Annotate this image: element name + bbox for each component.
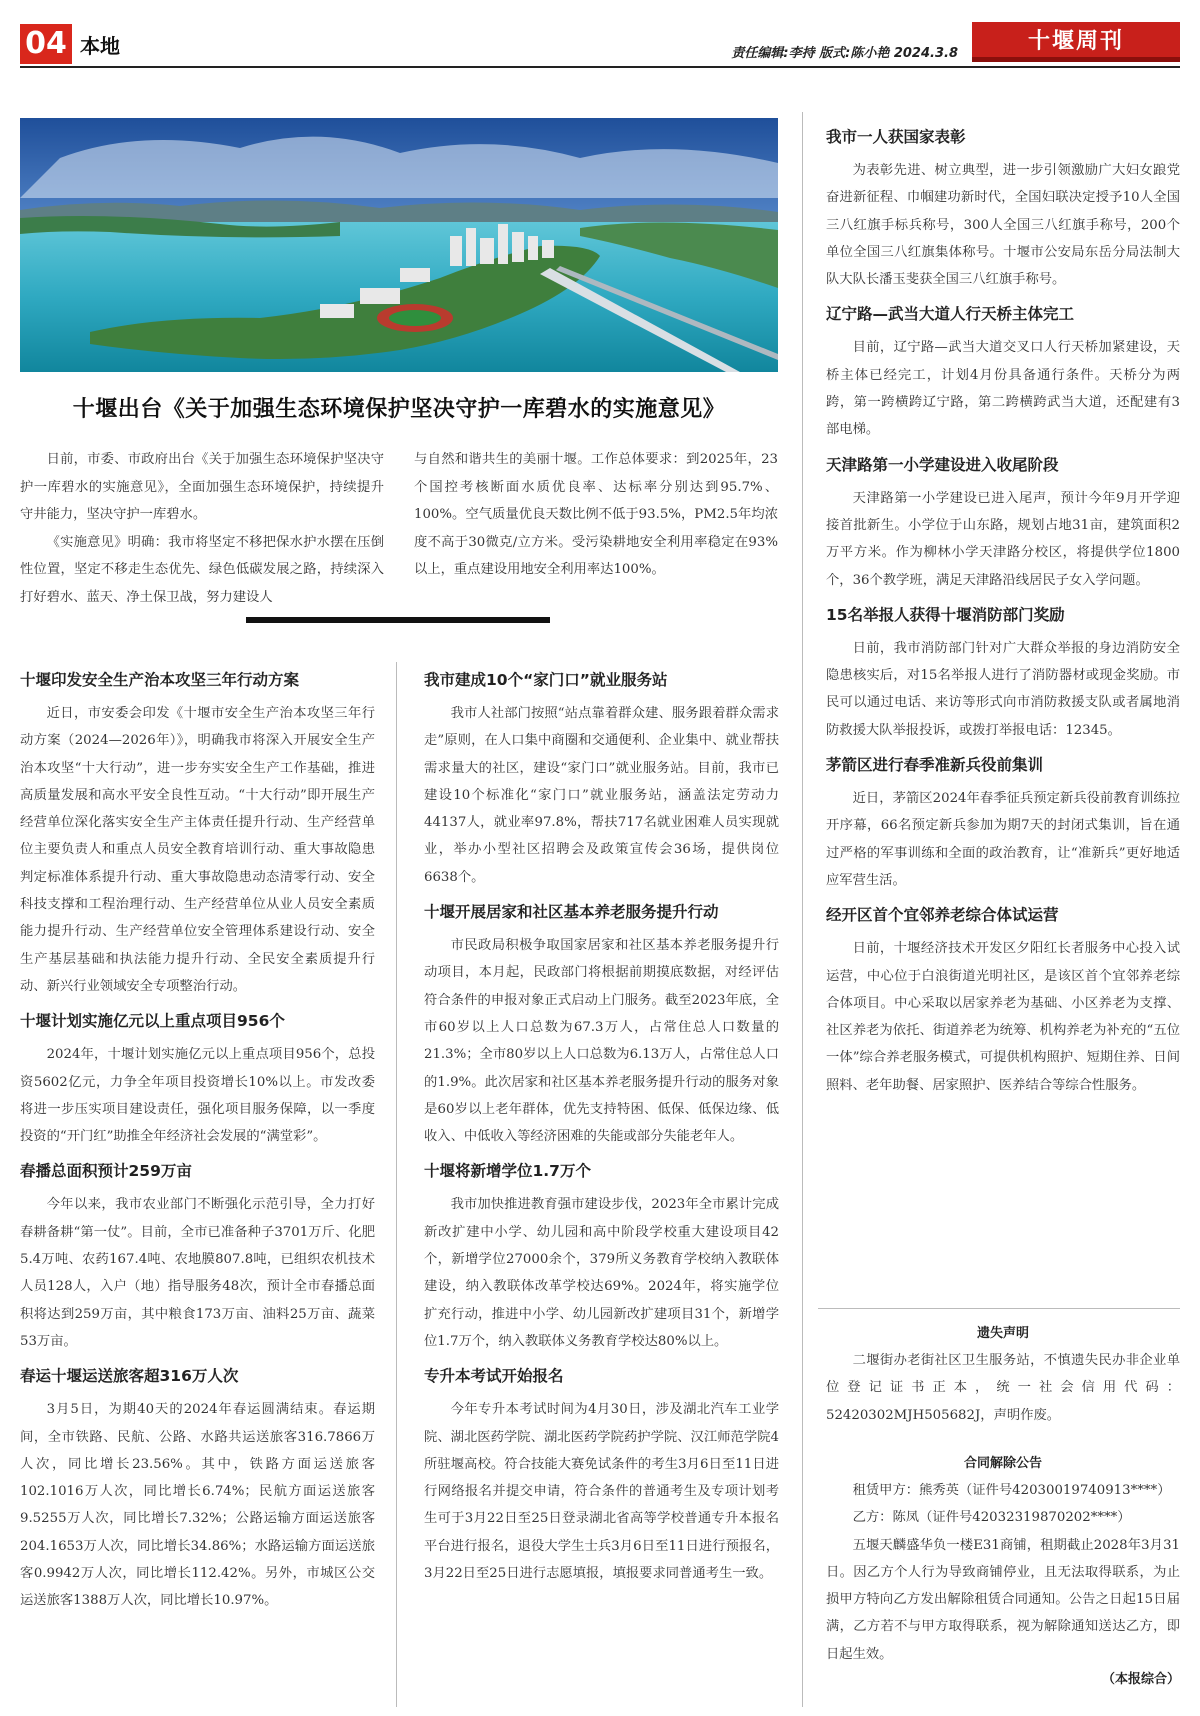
news-item bbox=[424, 669, 779, 891]
news-item bbox=[826, 904, 1180, 1099]
news-item bbox=[424, 1160, 779, 1355]
news-body: 日前，十堰经济技术开发区夕阳红长者服务中心投入试运营，中心位于白浪街道光明社区，是该区首个宜邻养老综合体项目。中心采取以居家养老为基础、小区养老为支撑、社区养老为依托、街道养老为统筹、机构养老为补充的“五位一体”综合养老服务模式，可提供机构照护、短期住养、日间照料、老年助餐、居家照护、医养结合等综合性服务。 bbox=[826, 941, 1180, 1093]
page-header bbox=[20, 20, 1180, 68]
news-body: 我市人社部门按照“站点靠着群众建、服务跟着群众需求走”原则，在人口集中商圈和交通便利、企业集中、就业帮扶需求量大的社区，建设“家门口”就业服务站。目前，我市已建设10个标准化“家门口”就业服务站，涵盖法定劳动力44137人，就业率97.8%，帮扶717名就业困难人员实现就业，举办小型社区招聘会及政策宣传会36场，提供岗位6638个。 bbox=[424, 706, 779, 885]
news-headline: 15名举报人获得十堰消防部门奖励 bbox=[826, 605, 1065, 624]
lead-paragraph: 日前，市委、市政府出台《关于加强生态环境保护坚决守护一库碧水的实施意见》，全面加强生态环境保护，持续提升守井能力，坚决守护一库碧水。 bbox=[20, 452, 384, 522]
news-headline: 十堰计划实施亿元以上重点项目956个 bbox=[20, 1012, 285, 1031]
news-item bbox=[424, 901, 779, 1150]
news-headline: 我市一人获国家表彰 bbox=[826, 128, 966, 146]
news-headline: 我市建成10个“家门口”就业服务站 bbox=[424, 671, 668, 689]
news-headline: 春播总面积预计259万亩 bbox=[20, 1162, 192, 1181]
news-headline: 辽宁路—武当大道人行天桥主体完工 bbox=[826, 305, 1075, 324]
news-item bbox=[20, 669, 375, 1000]
news-body: 日前，我市消防部门针对广大群众举报的身边消防安全隐患核实后，对15名举报人进行了消防器材或现金奖励。市民可以通过电话、来访等形式向市消防救援支队或者属地消防救援大队举报投诉，或拨打举报电话：12345。 bbox=[826, 640, 1180, 738]
news-body: 天津路第一小学建设已进入尾声，预计今年9月开学迎接首批新生。小学位于山东路，规划占地31亩，建筑面积2万平方米。作为柳林小学天津路分校区，将提供学位1800个，36个教学班，满足天津路沿线居民子女入学问题。 bbox=[826, 490, 1180, 588]
column-divider-middle bbox=[396, 662, 397, 1707]
news-headline: 专升本考试开始报名 bbox=[424, 1367, 564, 1386]
news-item bbox=[826, 126, 1180, 293]
news-item bbox=[826, 303, 1180, 443]
news-body: 为表彰先进、树立典型，进一步引领激励广大妇女踉党奋进新征程、巾帼建功新时代，全国妇联决定授予10人全国三八红旗手标兵称号，300人全国三八红旗手称号，200个单位全国三八红旗集体称号。十堰市公安局东岳分局法制大队大队长潘玉斐获全国三八红旗手称号。 bbox=[826, 163, 1180, 288]
left-column bbox=[20, 669, 375, 1625]
news-headline: 茅箭区进行春季准新兵役前集训 bbox=[826, 756, 1044, 775]
column-divider-right bbox=[802, 112, 803, 1707]
news-item bbox=[20, 1010, 375, 1150]
news-item bbox=[424, 1365, 779, 1587]
news-headline: 十堰开展居家和社区基本养老服务提升行动 bbox=[424, 903, 719, 922]
notice-party-a: 租赁甲方：熊秀英（证件号42030019740913****） bbox=[852, 1483, 1171, 1498]
contract-notice bbox=[826, 1452, 1180, 1687]
news-headline: 天津路第一小学建设进入收尾阶段 bbox=[826, 455, 1059, 474]
lead-headline: 十堰出台《关于加强生态环境保护坚决守护一库碧水的实施意见》 bbox=[72, 396, 726, 422]
news-body: 今年专升本考试时间为4月30日，涉及湖北汽车工业学院、湖北医药学院、湖北医药学院药护学院、汉江师范学院4所驻堰高校。符合技能大赛免试条件的考生3月6日至11日进行网络报名并提交申请，符合条件的普通考生及专项计划考生可于3月22日至25日登录湖北省高等学校普通专升本报名平台进行报名，退役大学生士兵3月6日至11日进行预报名，3月22日至25日进行志愿填报，填报要求同普通考生一致。 bbox=[424, 1402, 779, 1582]
news-item bbox=[20, 1160, 375, 1355]
news-body: 目前，辽宁路—武当大道交叉口人行天桥加紧建设，天桥主体已经完工，计划4月份具备通行条件。天桥分为两跨，第一跨横跨辽宁路，第二跨横跨武当大道，还配建有3部电梯。 bbox=[826, 340, 1180, 438]
notice-body: 二堰街办老街社区卫生服务站，不慎遗失民办非企业单位登记证书正本，统一社会信用代码：52420302MJH505682J，声明作废。 bbox=[826, 1353, 1180, 1423]
editor-credits: 责任编辑:李持 版式:陈小艳 2024.3.8 bbox=[731, 46, 958, 61]
section-name: 本地 bbox=[80, 34, 120, 58]
news-body: 市民政局积极争取国家居家和社区基本养老服务提升行动项目，本月起，民政部门将根据前期摸底数据，对经评估符合条件的申报对象正式启动上门服务。截至2023年底，全市60岁以上人口总数为67.3万人，占常住总人口数量的21.3%；全市80岁以上人口总数为6.13万人，占常住总人口的1.9%。此次居家和社区基本养老服务提升行动的服务对象是60岁以上老年群体，优先支持特困、低保、低保边缘、低收入、中低收入等经济困难的失能或部分失能老年人。 bbox=[424, 938, 779, 1145]
right-column bbox=[826, 126, 1180, 1109]
lead-paragraph: 《实施意见》明确：我市将坚定不移把保水护水摆在压倒性位置，坚定不移走生态优先、绿色低碳发展之路，持续深入打好碧水、蓝天、净土保卫战，努力建设人 bbox=[20, 534, 384, 605]
news-item bbox=[826, 604, 1180, 744]
news-item bbox=[826, 454, 1180, 594]
notice-title: 合同解除公告 bbox=[963, 1456, 1042, 1471]
notice-divider bbox=[818, 1308, 1180, 1309]
news-item bbox=[20, 1365, 375, 1614]
masthead-logo: 十堰周刊 bbox=[972, 22, 1180, 62]
news-body: 近日，市安委会印发《十堰市安全生产治本攻坚三年行动方案（2024—2026年）》，明确我市将深入开展安全生产治本攻坚“十大行动”，进一步夯实安全生产工作基础，推进高质量发展和高水平安全良性互动。“十大行动”即开展生产经营单位深化落实安全生产主体责任提升行动、生产经营单位主要负责人和重点人员安全教育培训行动、重大事故隐患判定标准体系提升行动、重大事故隐患动态清零行动、安全科技支撑和工程治理行动、生产经营单位从业人员安全素质能力提升行动、生产经营单位安全管理体系建设行动、安全生产基层基础和执法能力提升行动、全民安全素质提升行动、新兴行业领域安全专项整治行动。 bbox=[20, 706, 375, 994]
news-body: 2024年，十堰计划实施亿元以上重点项目956个，总投资5602亿元，力争全年项目投资增长10%以上。市发改委将进一步压实项目建设责任，强化项目服务保障，以一季度投资的“开门红”助推全年经济社会发展的“满堂彩”。 bbox=[20, 1047, 375, 1145]
lead-divider bbox=[246, 617, 550, 623]
news-body: 今年以来，我市农业部门不断强化示范引导，全力打好春耕备耕“第一仗”。目前，全市已准备种子3701万斤、化肥5.4万吨、农药167.4吨、农地膜807.8吨，已组织农机技术人员128人，入户（地）指导服务48次，预计全市春播总面积将达到259万亩，其中粮食173万亩、油料25万亩、蔬菜53万亩。 bbox=[20, 1197, 375, 1349]
lead-paragraph: 与自然和谐共生的美丽十堰。工作总体要求：到2025年，23个国控考核断面水质优良率、达标率分别达到95.7%、100%。空气质量优良天数比例不低于93.5%，PM2.5年均浓度不高于30微克/立方米。受污染耕地安全利用率稳定在93%以上，重点建设用地安全利用率达100%。 bbox=[414, 452, 778, 577]
news-body: 近日，茅箭区2024年春季征兵预定新兵役前教育训练拉开序幕，66名预定新兵参加为期7天的封闭式集训，旨在通过严格的军事训练和全面的政治教育，让“准新兵”更好地适应军营生活。 bbox=[826, 791, 1180, 888]
lost-notice bbox=[826, 1322, 1180, 1429]
notice-body: 五堰天麟盛华负一楼E31商铺，租期截止2028年3月31日。因乙方个人行为导致商铺停业，且无法取得联系，为止损甲方特向乙方发出解除租赁合同通知。公告之日起15日届满，乙方若不与甲方取得联系，视为解除通知送达乙方，即日起生效。 bbox=[826, 1537, 1180, 1662]
middle-column bbox=[424, 669, 779, 1597]
news-body: 3月5日，为期40天的2024年春运圆满结束。春运期间，全市铁路、民航、公路、水路共运送旅客316.7866万人次，同比增长23.56%。其中，铁路方面运送旅客102.1016万人次，同比增长6.74%；民航方面运送旅客9.5255万人次，同比增长7.32%；公路运输方面运送旅客204.1653万人次，同比增长34.86%；水路运输方面运送旅客0.9942万人次，同比增长112.42%。另外，市城区公交运送旅客1388万人次，同比增长10.97%。 bbox=[20, 1402, 375, 1609]
lead-column-2 bbox=[414, 446, 778, 584]
news-headline: 十堰印发安全生产治本攻坚三年行动方案 bbox=[20, 671, 300, 689]
reservoir-aerial-photo bbox=[20, 118, 778, 372]
page-number: 04 bbox=[20, 24, 72, 64]
news-body: 我市加快推进教育强市建设步伐，2023年全市累计完成新改扩建中小学、幼儿园和高中阶段学校重大建设项目42个，新增学位27000余个，379所义务教育学校纳入教联体建设，纳入教联体改革学校达69%。2024年，将实施学位扩充行动，推进中小学、幼儿园新改扩建项目31个，新增学位1.7万个，纳入教联体义务教育学校达80%以上。 bbox=[424, 1197, 779, 1349]
news-headline: 春运十堰运送旅客超316万人次 bbox=[20, 1367, 239, 1386]
news-item bbox=[826, 754, 1180, 894]
news-headline: 经开区首个宜邻养老综合体试运营 bbox=[826, 906, 1059, 925]
news-headline: 十堰将新增学位1.7万个 bbox=[424, 1162, 591, 1181]
notice-source: （本报综合） bbox=[1101, 1672, 1180, 1688]
notice-title: 遗失声明 bbox=[976, 1326, 1029, 1341]
notice-party-b: 乙方：陈凤（证件号42032319870202****） bbox=[852, 1510, 1131, 1526]
lead-column-1 bbox=[20, 446, 384, 611]
